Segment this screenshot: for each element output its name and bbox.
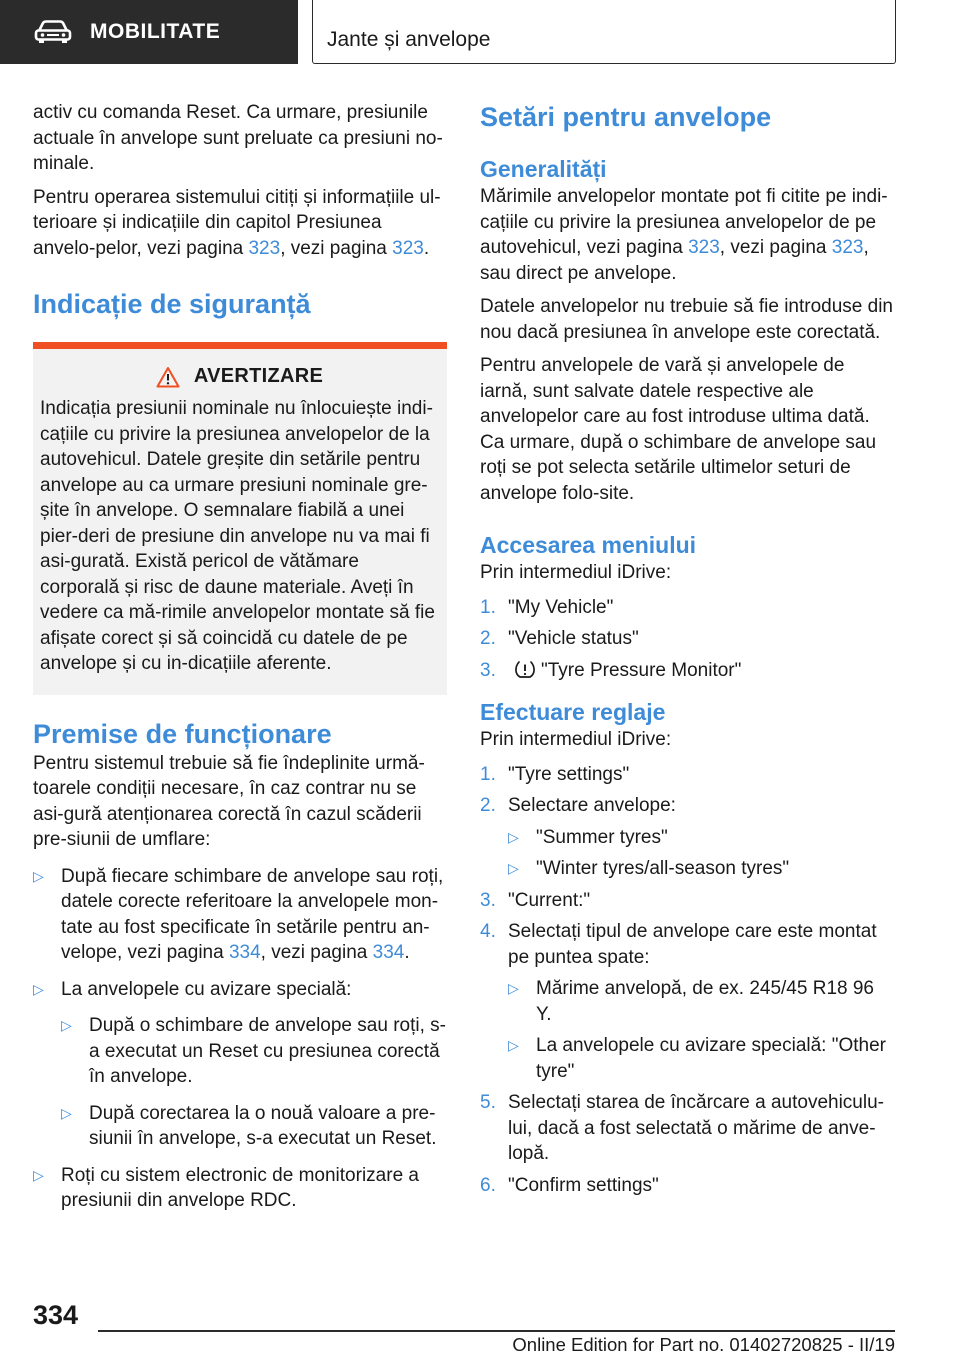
premise-list [33, 864, 447, 1214]
list-item: ▷ "Summer tyres" [508, 825, 894, 851]
sub-list [61, 1013, 447, 1152]
page-link[interactable]: 323 [688, 237, 720, 258]
bullet-icon: ▷ [508, 828, 519, 845]
list-item: ▷ "Winter tyres/all-season tyres" [508, 856, 894, 882]
warning-text: Indicația presiunii nominale nu înlocuiește indi-cațiile cu privire la presiunea anvelopelor de la autovehicul. Datele greșite din setările pentru anvelope au ca urmare presiuni nominale gre-șite în anvelope. O semnalare fiabilă a unei pier-deri de presiune din anvelope nu va mai fi asi-gurată. Există pericol de vătămare corporală și risc de daune materiale. Aveți în vedere ca mă-rimile anvelopelor montate să fie afișate corect și să coincidă cu datele de pe anvelope și cu in-dicațiile aferente. [40, 398, 435, 674]
footer-divider [98, 1330, 895, 1332]
warning-triangle-icon [156, 366, 180, 388]
menu-path-item: "Vehicle status" [508, 628, 639, 649]
tire-pressure-icon [514, 659, 536, 679]
paragraph: Pentru sistemul trebuie să fie îndeplinite urmă-toarele condiții necesare, în caz contrar nu se asi-gură atenționarea corectă în cazul scăderii pre-siunii de umflare: [33, 752, 425, 850]
list-item: ▷ Roți cu sistem electronic de monitorizare a presiunii din anvelope RDC. [33, 1164, 419, 1211]
bullet-icon: ▷ [508, 1037, 519, 1053]
paragraph: Prin intermediul iDrive: [480, 729, 672, 750]
general-heading: Generalități [480, 156, 607, 182]
page-link[interactable]: 334 [372, 942, 405, 963]
page-link[interactable]: 323 [831, 237, 864, 258]
paragraph: Pentru anvelopele de vară și anvelopele de iarnă, sunt salvate datele respective ale anvelopelor care au fost introduse ultima dată. Ca urmare, după o schimbare de anvelope sau roți se pot selecta setările ultimelor seturi de anvelope folo-site. [480, 355, 877, 504]
bullet-icon: ▷ [61, 1104, 72, 1121]
paragraph: activ cu comanda Reset. Ca urmare, presiunile actuale în anvelope sunt preluate ca presiuni no-minale. [33, 102, 443, 174]
tyre-settings-heading: Setări pentru anvelope [480, 102, 772, 132]
list-item: ▷ După o schimbare de anvelope sau roți, s-a executat un Reset cu presiunea corectă în anvelope. [61, 1015, 446, 1087]
paragraph: Prin intermediul iDrive: [480, 562, 672, 583]
adjust-steps [480, 762, 894, 1199]
list-item: ▷ După fiecare schimbare de anvelope sau roți, datele corecte referitoare la anvelopele mon-tate au fost specificate în setările pentru an-velope, vezi pagina 334, vezi pagina 334. [33, 865, 444, 963]
edition-note: Online Edition for Part no. 01402720825 - II/19 [512, 1334, 895, 1355]
page-link[interactable]: 334 [228, 942, 261, 963]
page-link[interactable]: 323 [392, 237, 424, 259]
list-item: 1. "My Vehicle" [480, 596, 614, 618]
list-item: 6. "Confirm settings" [480, 1174, 659, 1196]
bullet-icon: ▷ [508, 860, 519, 876]
list-item: 2. Selectare anvelope: ▷ "Summer tyres" ▷ "Winter tyres/all-season tyres" [480, 793, 894, 882]
list-item: ▷ După corectarea la o nouă valoare a pre-siunii în anvelope, s-a executat un Reset. [61, 1102, 437, 1149]
list-item: 4. Selectați tipul de anvelope care este montat pe puntea spate: ▷ Mărime anvelopă, de ex. 245/45 R18 96 Y. ▷ La anvelopele cu avizare specială: "Other tyre" [480, 919, 894, 1084]
left-column [33, 100, 447, 1225]
paragraph: Mărimile anvelopelor montate pot fi citite pe indi-cațiile cu privire la presiunea anvelopelor de pe autovehicul, vezi pagina 323, vezi pagina 323, sau direct pe anvelope. [480, 186, 888, 284]
list-item: 2. "Vehicle status" [480, 628, 639, 649]
bullet-icon: ▷ [33, 867, 44, 884]
menu-access-steps [480, 595, 894, 684]
right-column [480, 100, 894, 1204]
page-link[interactable]: 323 [248, 237, 281, 259]
warning-header [40, 365, 439, 388]
section-label: MOBILITATE [90, 20, 221, 43]
list-item: 5. Selectați starea de încărcare a autovehiculu-lui, dacă a fost selectată o mărime de anve-lopă. [480, 1092, 884, 1164]
adjust-heading: Efectuare reglaje [480, 699, 666, 725]
paragraph: Datele anvelopelor nu trebuie să fie introduse din nou dacă presiunea în anvelope este corectată. [480, 296, 893, 343]
chapter-header [312, 0, 896, 64]
section-tab [0, 0, 298, 64]
warning-title: AVERTIZARE [193, 365, 324, 387]
bullet-icon: ▷ [33, 980, 44, 997]
menu-access-heading: Accesarea meniului [480, 532, 697, 558]
paragraph: Pentru operarea sistemului citiți și informațiile ul-terioare și indicațiile din capitol Presiunea anvelo-pelor, vezi pagina 323, vezi pagina 323. [33, 186, 441, 259]
chapter-title: Jante și anvelope [327, 28, 491, 51]
menu-path-item: "Tyre Pressure Monitor" [541, 659, 742, 681]
bullet-icon: ▷ [508, 980, 519, 996]
bullet-icon: ▷ [61, 1017, 72, 1033]
car-icon [34, 20, 72, 44]
page-number: 334 [33, 1300, 79, 1330]
warning-box [33, 342, 447, 695]
sub-list [508, 976, 894, 1084]
list-item: 3. "Tyre Pressure Monitor" [480, 659, 742, 681]
list-item: ▷ La anvelopele cu avizare specială: "Other tyre" [508, 1035, 887, 1082]
list-item: ▷ La anvelopele cu avizare specială: ▷ După o schimbare de anvelope sau roți, s-a executat un Reset cu presiunea corectă în anvelope. ▷ După corectarea la o nouă valoare a pre-siunii în anvelope, s-a executat un Reset. [33, 977, 447, 1152]
bullet-icon: ▷ [33, 1166, 44, 1183]
list-item: 1. "Tyre settings" [480, 763, 630, 785]
sub-list [508, 825, 894, 882]
premise-heading: Premise de funcționare [33, 718, 332, 749]
menu-path-item: "My Vehicle" [508, 596, 614, 618]
safety-heading: Indicație de siguranță [33, 289, 311, 319]
list-item: ▷ Mărime anvelopă, de ex. 245/45 R18 96 Y. [508, 978, 874, 1025]
list-item: 3. "Current:" [480, 889, 591, 911]
